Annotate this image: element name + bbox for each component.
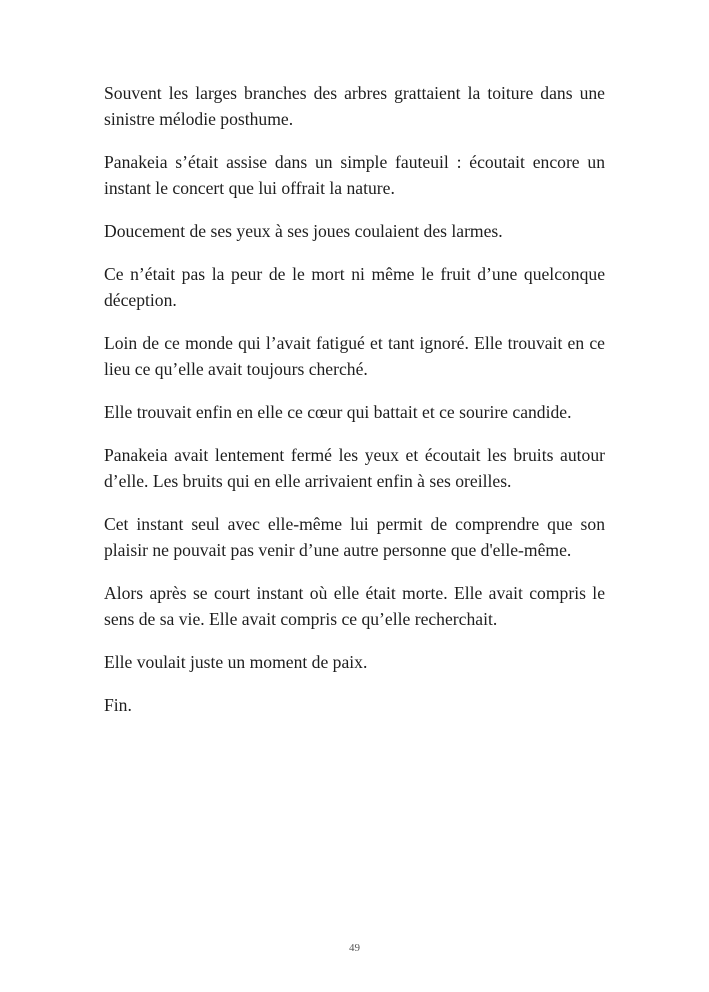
paragraph: Panakeia avait lentement fermé les yeux et écoutait les bruits autour d’elle. Les bruits qui en elle arrivaient enfin à ses oreilles. [104,445,605,491]
paragraph: Alors après se court instant où elle était morte. Elle avait compris le sens de sa vie. Elle avait compris ce qu’elle recherchait. [104,583,605,629]
page-number: 49 [349,942,360,954]
paragraph: Doucement de ses yeux à ses joues coulaient des larmes. [104,221,503,241]
paragraph: Cet instant seul avec elle-même lui permit de comprendre que son plaisir ne pouvait pas venir d’une autre personne que d'elle-même. [104,514,605,560]
paragraph: Panakeia s’était assise dans un simple fauteuil : écoutait encore un instant le concert que lui offrait la nature. [104,152,605,198]
paragraph-end: Fin. [104,695,132,715]
paragraph: Elle voulait juste un moment de paix. [104,652,368,672]
paragraph: Souvent les larges branches des arbres grattaient la toiture dans une sinistre mélodie posthume. [104,83,605,129]
paragraph: Ce n’était pas la peur de le mort ni même le fruit d’une quelconque déception. [104,264,605,310]
paragraph: Elle trouvait enfin en elle ce cœur qui battait et ce sourire candide. [104,402,572,422]
paragraph: Loin de ce monde qui l’avait fatigué et tant ignoré. Elle trouvait en ce lieu ce qu’elle avait toujours cherché. [104,333,605,379]
body-text [104,80,605,735]
